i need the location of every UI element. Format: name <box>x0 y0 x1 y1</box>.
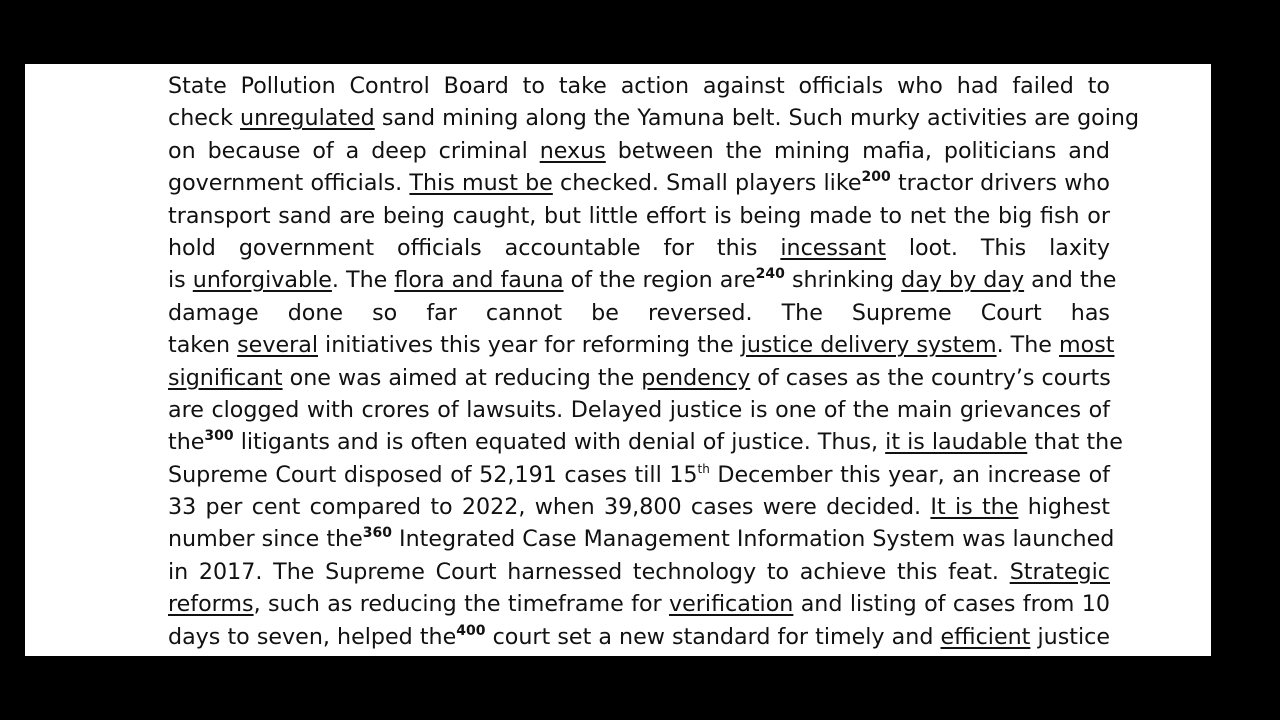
ordinal-suffix: th <box>697 461 710 476</box>
underlined-phrase: most <box>1059 332 1115 359</box>
text-run: one was aimed at reducing the <box>282 364 642 391</box>
text-run: tractor drivers who <box>890 170 1110 197</box>
text-line <box>168 523 1115 555</box>
text-run: . The <box>331 267 395 294</box>
text-run: 33 per cent compared to 2022, when 39,800 cases were decided. <box>168 494 931 521</box>
text-run: and listing of cases from 10 <box>793 591 1110 618</box>
text-run: damage done so far cannot be reversed. The Supreme Court has <box>168 299 1110 326</box>
text-line <box>168 70 1110 102</box>
text-line <box>168 329 1115 361</box>
text-line <box>168 621 1110 653</box>
underlined-phrase: verification <box>669 591 794 618</box>
text-run: December this year, an increase of <box>709 461 1110 488</box>
text-run: justice <box>1030 623 1110 650</box>
underlined-phrase: unforgivable <box>192 267 332 294</box>
text-run: government officials. <box>168 170 410 197</box>
underlined-phrase: It is the <box>930 494 1019 521</box>
text-run: is <box>168 267 193 294</box>
text-run: hold government officials accountable for this <box>168 234 781 261</box>
document-page <box>25 64 1211 656</box>
text-run: taken <box>168 332 238 359</box>
word-count-marker: 300 <box>204 428 234 445</box>
text-line <box>168 459 1110 491</box>
underlined-phrase: unregulated <box>240 105 375 132</box>
text-run: number since the <box>168 526 363 553</box>
text-line <box>168 264 1117 296</box>
word-count-marker: 360 <box>362 525 392 542</box>
text-run: checked. Small players like <box>552 170 862 197</box>
underlined-phrase: pendency <box>641 364 751 391</box>
text-run: initiatives this year for reforming the <box>318 332 741 359</box>
text-run: that the <box>1027 429 1123 456</box>
text-run: transport sand are being caught, but little effort is being made to net the big fish or <box>168 202 1110 229</box>
text-line <box>168 200 1110 232</box>
text-line <box>168 362 1110 394</box>
text-run: shrinking <box>784 267 902 294</box>
text-line <box>168 556 1110 588</box>
underlined-phrase: reforms <box>168 591 254 618</box>
text-line <box>168 297 1110 329</box>
text-run: Supreme Court disposed of 52,191 cases till 15 <box>168 461 698 488</box>
underlined-phrase: it is laudable <box>885 429 1028 456</box>
text-run: in 2017. The Supreme Court harnessed technology to achieve this feat. <box>168 558 1010 585</box>
text-run: on because of a deep criminal <box>168 137 540 164</box>
text-line <box>168 135 1110 167</box>
text-run: check <box>168 105 241 132</box>
text-run: . The <box>996 332 1060 359</box>
text-line <box>168 167 1110 199</box>
text-run: , such as reducing the timeframe for <box>253 591 669 618</box>
text-run: sand mining along the Yamuna belt. Such murky activities are going <box>374 105 1140 132</box>
text-run: Integrated Case Management Information System was launched <box>391 526 1115 553</box>
underlined-phrase: flora and fauna <box>394 267 564 294</box>
text-run: and the <box>1024 267 1117 294</box>
text-line <box>168 394 1110 426</box>
underlined-phrase: efficient <box>940 623 1031 650</box>
text-line <box>168 102 1140 134</box>
text-run: are clogged with crores of lawsuits. Delayed justice is one of the main grievances of <box>168 396 1110 423</box>
word-count-marker: 400 <box>456 622 486 639</box>
text-run: highest <box>1018 494 1110 521</box>
text-run: days to seven, helped the <box>168 623 457 650</box>
underlined-phrase: Strategic <box>1009 558 1110 585</box>
text-line <box>168 232 1110 264</box>
text-run: of cases as the country’s courts <box>750 364 1111 391</box>
text-run: of the region are <box>563 267 756 294</box>
underlined-phrase: several <box>237 332 318 359</box>
underlined-phrase: This must be <box>409 170 553 197</box>
word-count-marker: 200 <box>861 169 891 186</box>
text-run: the <box>168 429 205 456</box>
text-run: litigants and is often equated with denial of justice. Thus, <box>233 429 886 456</box>
text-run: State Pollution Control Board to take action against officials who had failed to <box>168 73 1110 99</box>
underlined-phrase: day by day <box>901 267 1025 294</box>
underlined-phrase: significant <box>168 364 283 391</box>
text-line <box>168 491 1110 523</box>
passage-text <box>168 70 1140 653</box>
text-line <box>168 588 1110 620</box>
underlined-phrase: justice delivery system <box>740 332 997 359</box>
text-run: between the mining mafia, politicians and <box>605 137 1110 164</box>
text-run: loot. This laxity <box>885 234 1110 261</box>
underlined-phrase: nexus <box>539 137 606 164</box>
word-count-marker: 240 <box>755 266 785 283</box>
underlined-phrase: incessant <box>780 234 886 261</box>
text-run: court set a new standard for timely and <box>485 623 941 650</box>
text-line <box>168 426 1123 458</box>
